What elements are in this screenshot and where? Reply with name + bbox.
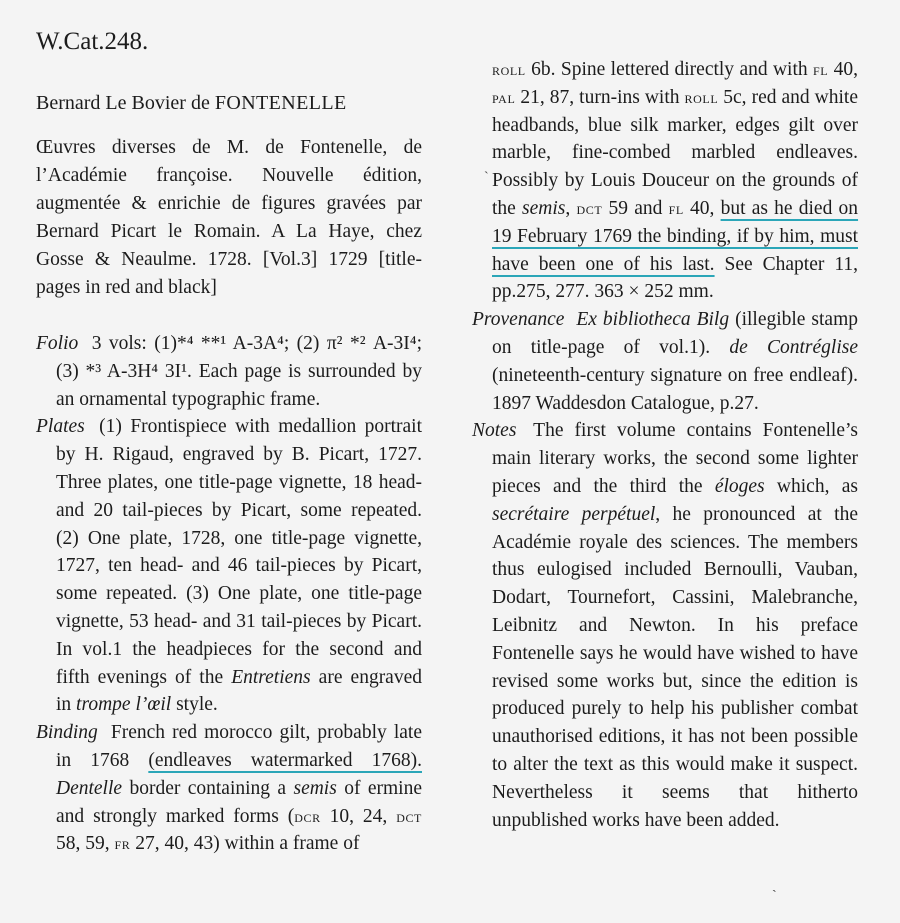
binding-semis: semis (293, 777, 337, 799)
binding-text-15: See Chapter 11, pp.275, 277. 363 × 252 mm. (492, 253, 858, 303)
binding-text-1: French red morocco gilt, probably late in 1768 (56, 722, 423, 771)
binding-fr: fr (114, 834, 131, 854)
binding-dct-2: dct (576, 198, 603, 218)
provenance-entry (472, 306, 858, 417)
binding-text-5: 10, 24, (320, 805, 397, 827)
binding-pal: pal (492, 87, 516, 107)
death-date-highlight: but as he died on 19 February 1769 the binding, if by him, must have been one of his last. (492, 197, 859, 275)
plates-trompe: trompe l’œil (76, 694, 172, 716)
binding-text-7: 27, 40, 43) within a frame of (130, 833, 360, 855)
binding-entry (36, 719, 422, 858)
binding-semis-2: semis (522, 197, 566, 219)
plates-text-1: (1) Frontispiece with medallion portrait by H. Rigaud, engraved by B. Picart, 1727. Three plates, one title-page vignette, 18 head- and 20 tail-pieces by Picart, some repeated. (2) One plate, 1728, one title-page vignette, 1727, ten head- and 46 tail-pieces by Picart, some repeated. (3) One plate, one title-page vignette, 53 head- and 31 tail-pieces by Picart. In vol.1 the headpieces for the second and fifth evenings of the (56, 416, 422, 688)
binding-text-4: of ermine and strongly marked forms ( (56, 777, 422, 827)
binding-text-13: 59 and (602, 197, 669, 219)
binding-text-8: 6b. Spine lettered directly and with (525, 59, 814, 80)
binding-dct-1: dct (396, 806, 422, 826)
plates-text-2: are engraved in (56, 666, 422, 716)
provenance-bilg: Ex bibliotheca Bilg (576, 309, 730, 331)
binding-entry-continued (472, 56, 858, 306)
author-forenames: Bernard Le Bovier de (36, 92, 210, 114)
binding-text-14: 40, (683, 197, 721, 219)
binding-roll-1: roll (492, 60, 526, 79)
author-surname: FONTENELLE (214, 92, 347, 114)
binding-fl-2: fl (668, 198, 684, 218)
book-title: Œuvres diverses de M. de Fontenelle, de l’Académie françoise. Nouvelle édition, augmentée & enrichie de figures gravées par Bernard Picart le Romain. A La Haye, chez Gosse & Neaulme. 1728. [Vol.3] 1729 [title-pages in red and black] (36, 137, 422, 298)
plates-entry (36, 413, 422, 719)
binding-dcr: dcr (294, 806, 321, 826)
entries-right (472, 56, 858, 834)
catalogue-number: W.Cat.248. (36, 28, 149, 55)
notes-label: Notes (472, 420, 517, 442)
stray-mark: ˏ (772, 878, 777, 893)
binding-text-6: 58, 59, (56, 833, 115, 855)
provenance-contreglise: de Contréglise (729, 336, 858, 358)
folio-entry (36, 330, 422, 413)
provenance-text-2: (nineteenth-century signature on free endleaf). 1897 Waddesdon Catalogue, p.27. (492, 364, 858, 414)
binding-fl-1: fl (813, 60, 829, 79)
folio-label: Folio (36, 333, 79, 354)
binding-text-3: border containing a (122, 777, 294, 799)
binding-label: Binding (36, 722, 98, 744)
notes-secretaire: secrétaire perpétuel (492, 503, 656, 525)
folio-text: 3 vols: (1)*⁴ **¹ A-3A⁴; (2) π² *² A-3I⁴; (3) *³ A-3H⁴ 3I¹. Each page is surrounded by an ornamental typographic frame. (56, 333, 423, 410)
stray-mark: ˋ (484, 170, 489, 185)
entries-left (36, 330, 422, 858)
notes-eloges: éloges (714, 475, 765, 497)
binding-text-10: 21, 87, turn-ins with (515, 86, 685, 108)
provenance-label: Provenance (472, 309, 565, 331)
plates-text-3: style. (171, 694, 218, 716)
notes-text-2: which, as (764, 475, 858, 497)
binding-roll-2: roll (684, 87, 719, 107)
notes-text-1: The first volume contains Fontenelle’s main literary works, the second some lighter pieces and the third the (492, 420, 858, 497)
binding-text-9: 40, (828, 59, 859, 80)
binding-text-12: , (565, 197, 577, 219)
notes-entry (472, 417, 858, 834)
binding-text-11: 5c, red and white headbands, blue silk marker, edges gilt over marble, fine-combed marbled endleaves. Possibly by Louis Douceur on the grounds of the (492, 86, 858, 219)
plates-entretiens: Entretiens (231, 666, 311, 688)
binding-dentelle: Dentelle (56, 777, 123, 799)
watermark-highlight: (endleaves watermarked 1768). (148, 749, 422, 771)
notes-text-3: , he pronounced at the Académie royale des sciences. The members thus eulogised included Bernoulli, Vauban, Dodart, Tournefort, Cassini, Malebranche, Leibnitz and Newton. In his preface Fontenelle says he would have wished to have revised some works but, since the edition is produced purely to help his publisher combat unauthorised editions, it has not been possible to alter the text as this would make it suspect. Nevertheless it seems that hitherto unpublished works have been added. (492, 503, 858, 831)
provenance-text-1: (illegible stamp on title-page of vol.1). (492, 309, 859, 358)
plates-label: Plates (36, 416, 85, 438)
author-heading (36, 92, 347, 115)
